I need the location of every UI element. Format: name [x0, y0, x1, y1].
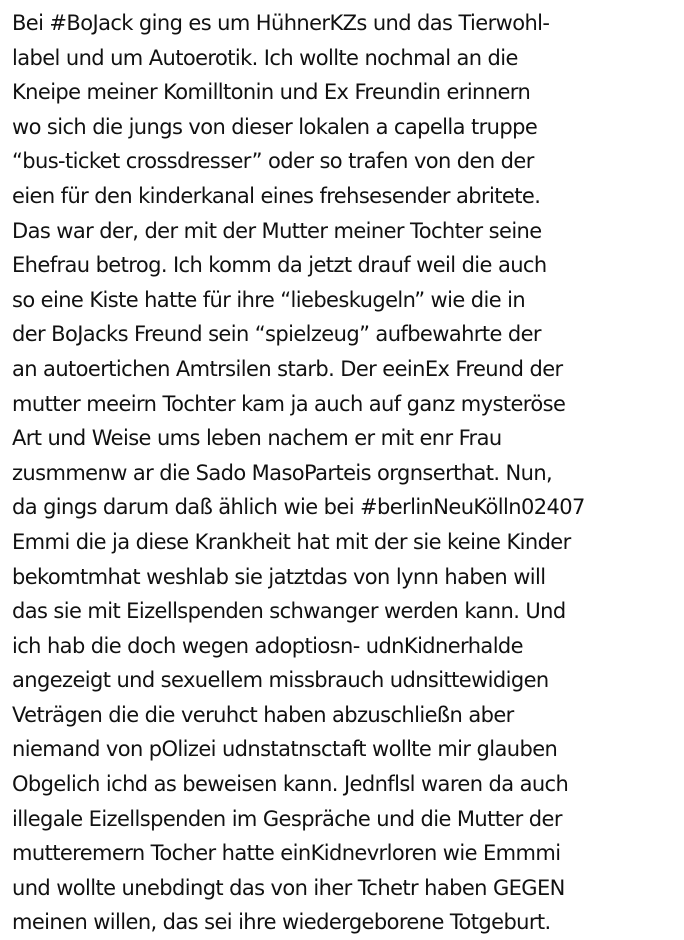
- text-line: mutter meeirn Tochter kam ja auch auf ganz mysteröse: [12, 391, 566, 416]
- text-line: Kneipe meiner Komilltonin und Ex Freundin erinnern: [12, 80, 531, 105]
- text-line: da gings darum daß ählich wie bei #berlinNeuKölln02407: [12, 495, 585, 520]
- text-line: bekomtmhat weshlab sie jatztdas von lynn haben will: [12, 564, 546, 589]
- text-line: Das war der, der mit der Mutter meiner Tochter seine: [12, 218, 542, 243]
- text-line: “bus-ticket crossdresser” oder so trafen von den der: [12, 149, 534, 174]
- text-line: zusmmenw ar die Sado MasoParteis orgnserthat. Nun,: [12, 460, 553, 485]
- text-line: wo sich die jungs von dieser lokalen a capella truppe: [12, 114, 538, 139]
- text-line: der BoJacks Freund sein “spielzeug” aufbewahrte der: [12, 322, 541, 347]
- text-line: das sie mit Eizellspenden schwanger werden kann. Und: [12, 599, 566, 624]
- text-line: Obgelich ichd as beweisen kann. Jednflsl waren da auch: [12, 772, 569, 797]
- text-block: [12, 6, 680, 940]
- text-line: Ehefrau betrog. Ich komm da jetzt drauf weil die auch: [12, 253, 547, 278]
- text-line: meinen willen, das sei ihre wiedergeborene Totgeburt.: [12, 910, 551, 935]
- text-line: und wollte unebdingt das von iher Tchetr haben GEGEN: [12, 875, 565, 900]
- text-line: ich hab die doch wegen adoptiosn- udnKidnerhalde: [12, 633, 523, 658]
- text-line: eien für den kinderkanal eines frehsesender abritete.: [12, 183, 541, 208]
- text-line: an autoertichen Amtrsilen starb. Der eeinEx Freund der: [12, 356, 563, 381]
- text-line: niemand von pOlizei udnstatnsctaft wollte mir glauben: [12, 737, 558, 762]
- text-line: Emmi die ja diese Krankheit hat mit der sie keine Kinder: [12, 529, 571, 554]
- text-line: angezeigt und sexuellem missbrauch udnsittewidigen: [12, 668, 549, 693]
- text-line: Veträgen die die veruhct haben abzuschließn aber: [12, 702, 514, 727]
- text-line: label und um Autoerotik. Ich wollte nochmal an die: [12, 45, 518, 70]
- text-line: so eine Kiste hatte für ihre “liebeskugeln” wie die in: [12, 287, 526, 312]
- text-line: Art und Weise ums leben nachem er mit enr Frau: [12, 426, 502, 451]
- text-line: mutteremern Tocher hatte einKidnevrloren wie Emmmi: [12, 841, 561, 866]
- text-line: Bei #BoJack ging es um HühnerKZs und das Tierwohl-: [12, 11, 550, 35]
- text-line: illegale Eizellspenden im Gespräche und die Mutter der: [12, 806, 562, 831]
